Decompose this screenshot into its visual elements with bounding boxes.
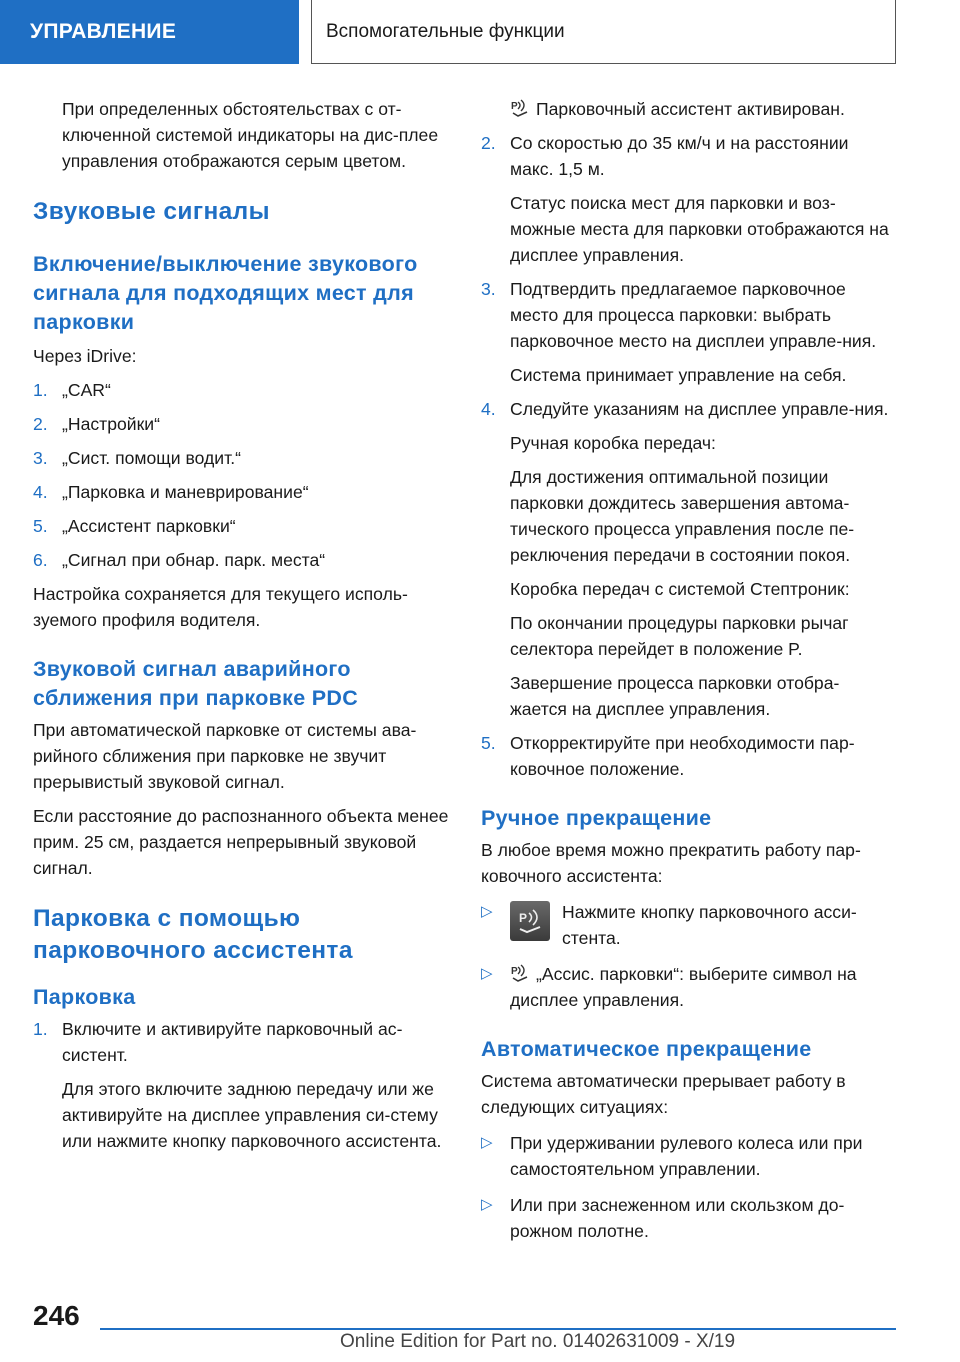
step-text: Со скоростью до 35 км/ч и на расстоянии макс. 1,5 м.: [510, 133, 849, 179]
step-detail: Система принимает управление на себя.: [510, 365, 847, 385]
step-detail: Коробка передач с системой Стептроник:: [510, 579, 850, 599]
step-detail: По окончании процедуры парковки рычаг селектора перейдет в положение P.: [510, 613, 849, 659]
svg-text:P: P: [511, 966, 518, 977]
step-text: Следуйте указаниям на дисплее управле-ния.: [510, 399, 889, 419]
list-item: [481, 276, 896, 388]
auto-bullet-text: При удерживании рулевого колеса или при самостоятельном управлении.: [510, 1133, 863, 1179]
parking-assistant-icon: [510, 98, 530, 118]
step-number: 3.: [33, 448, 48, 468]
manual-bullet-2: „Ассис. парковки“: выберите символ на дисплее управления.: [510, 964, 857, 1010]
pdc-paragraph-1: При автоматической парковке от системы ава-рийного сближения при парковке не звучит прерывистый звуковой сигнал.: [33, 720, 417, 792]
list-item: [481, 1130, 896, 1182]
list-item: [481, 1192, 896, 1244]
step-detail: Ручная коробка передач:: [510, 433, 716, 453]
step-text: Подтвердить предлагаемое парковочное место для процесса парковки: выбрать парковочное место на дисплеи управле-ния.: [510, 279, 877, 351]
manual-bullet-1: Нажмите кнопку парковочного асси-стента.: [562, 902, 857, 948]
step-text: Включите и активируйте парковочный ас-систент.: [62, 1019, 403, 1065]
list-item: [33, 479, 451, 505]
saved-note: Настройка сохраняется для текущего исполь-зуемого профиля водителя.: [33, 584, 408, 630]
list-item: [481, 730, 896, 782]
manual-stop-list: [481, 899, 896, 1013]
step-number: 2.: [33, 414, 48, 434]
list-item: [33, 547, 451, 573]
step-text: „Парковка и маневрирование“: [62, 482, 309, 502]
assistant-activated-line: [481, 96, 896, 122]
menu-steps-list: [33, 377, 451, 573]
list-item: [33, 377, 451, 403]
bullet-icon: ▷: [481, 903, 493, 920]
step-detail: Для этого включите заднюю передачу или же активируйте на дисплее управления си-стему или нажмите кнопку парковочного ассистента.: [62, 1079, 442, 1151]
bullet-icon: ▷: [481, 965, 493, 982]
heading-sound-signals: Звуковые сигналы: [33, 198, 270, 225]
parking-button-icon: [510, 901, 550, 941]
auto-bullet-text: Или при заснеженном или скользком до-рожном полотне.: [510, 1195, 845, 1241]
page-number: 246: [33, 1300, 80, 1331]
heading-parking: Парковка: [33, 985, 136, 1009]
list-item: [481, 899, 896, 951]
heading-parking-assistant: Парковка с помощью парковочного ассистента: [33, 905, 353, 964]
step-detail: Завершение процесса парковки отобра-жается на дисплее управления.: [510, 673, 840, 719]
step-number: 6.: [33, 550, 48, 570]
step-number: 1.: [33, 1019, 48, 1039]
right-column: [481, 96, 896, 1254]
list-item: [481, 961, 896, 1013]
step-detail: Для достижения оптимальной позиции парковки дождитесь завершения автома-тического процесса управления после пе-реключения передачи в состоянии покоя.: [510, 467, 855, 565]
parking-steps-continued: [481, 130, 896, 782]
section-title: УПРАВЛЕНИЕ: [30, 20, 177, 43]
heading-manual-stop: Ручное прекращение: [481, 806, 712, 830]
activated-text: Парковочный ассистент активирован.: [536, 99, 845, 119]
list-item: [33, 1016, 451, 1154]
bullet-icon: ▷: [481, 1196, 493, 1213]
manual-intro: В любое время можно прекратить работу пар-ковочного ассистента:: [481, 840, 861, 886]
step-text: Откорректируйте при необходимости пар-ковочное положение.: [510, 733, 855, 779]
bullet-icon: ▷: [481, 1134, 493, 1151]
step-text: „Сист. помощи водит.“: [62, 448, 241, 468]
step-number: 3.: [481, 279, 496, 299]
edition-note: Online Edition for Part no. 01402631009 - X/19: [340, 1331, 736, 1352]
step-number: 1.: [33, 380, 48, 400]
intro-paragraph: При определенных обстоятельствах с от-ключенной системой индикаторы на дис-плее управления отображаются серым цветом.: [62, 99, 439, 171]
step-detail: Статус поиска мест для парковки и воз-можные места для парковки отображаются на дисплее управления.: [510, 193, 889, 265]
subsection-title: Вспомогательные функции: [326, 20, 565, 42]
step-text: „Сигнал при обнар. парк. места“: [62, 550, 326, 570]
step-number: 4.: [33, 482, 48, 502]
left-column: [33, 96, 451, 1162]
step-text: „Настройки“: [62, 414, 160, 434]
step-number: 2.: [481, 133, 496, 153]
step-number: 4.: [481, 399, 496, 419]
footer-divider: [100, 1328, 896, 1330]
parking-assistant-icon: [510, 963, 530, 983]
svg-text:P: P: [519, 911, 528, 925]
pdc-paragraph-2: Если расстояние до распознанного объекта менее прим. 25 см, раздается непрерывный звуковой сигнал.: [33, 806, 449, 878]
heading-pdc: Звуковой сигнал аварийного сближения при парковке PDC: [33, 657, 359, 710]
step-text: „CAR“: [62, 380, 111, 400]
via-idrive: Через iDrive:: [33, 346, 137, 366]
heading-auto-stop: Автоматическое прекращение: [481, 1037, 812, 1061]
auto-intro: Система автоматически прерывает работу в следующих ситуациях:: [481, 1071, 846, 1117]
parking-steps-list: [33, 1016, 451, 1154]
step-number: 5.: [481, 733, 496, 753]
subsection-header: [311, 0, 896, 64]
step-text: „Ассистент парковки“: [62, 516, 236, 536]
svg-text:P: P: [511, 101, 518, 112]
list-item: [33, 513, 451, 539]
list-item: [481, 130, 896, 268]
heading-toggle-signal: Включение/выключение звукового сигнала для подходящих мест для парковки: [33, 252, 418, 334]
list-item: [481, 396, 896, 722]
list-item: [33, 411, 451, 437]
auto-stop-list: [481, 1130, 896, 1244]
step-number: 5.: [33, 516, 48, 536]
list-item: [33, 445, 451, 471]
section-tab: [0, 0, 299, 64]
